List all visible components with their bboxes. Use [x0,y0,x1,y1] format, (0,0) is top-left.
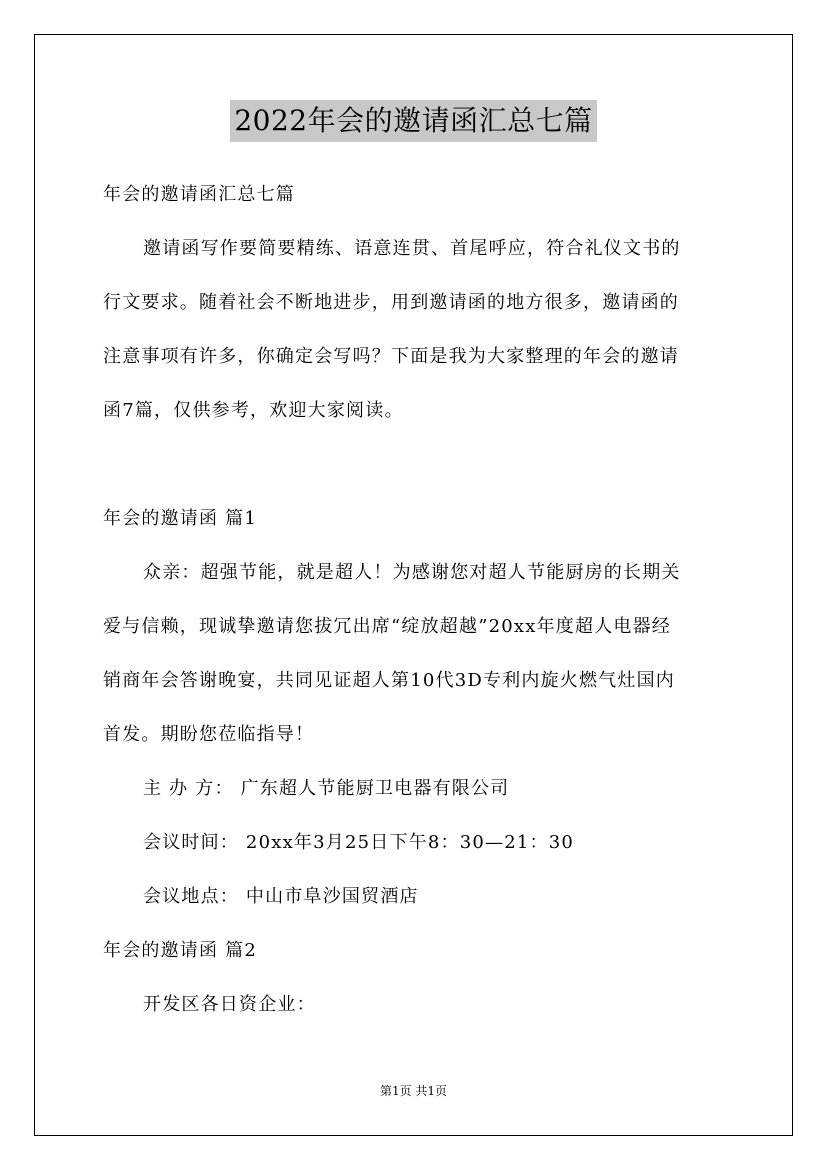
meeting-location-line: 会议地点： 中山市阜沙国贸酒店 [143,886,419,907]
paragraph-line: 众亲：超强节能，就是超人！为感谢您对超人节能厨房的长期关 [143,562,681,583]
paragraph-line: 销商年会答谢晚宴，共同见证超人第10代3D专利内旋火燃气灶国内 [103,670,675,691]
paragraph-line: 首发。期盼您莅临指导！ [103,724,315,745]
document-title: 2022年会的邀请函汇总七篇 [230,100,596,142]
section-heading-1: 年会的邀请函 篇1 [103,508,257,529]
paragraph-line: 爱与信赖，现诚挚邀请您拔冗出席“绽放超越”20xx年度超人电器经 [103,616,672,637]
page-number: 第1页 共1页 [379,1084,448,1098]
paragraph-line: 邀请函写作要简要精练、语意连贯、首尾呼应，符合礼仪文书的 [143,238,681,259]
subtitle-line: 年会的邀请函汇总七篇 [103,184,295,205]
title-container [0,100,827,142]
meeting-time-line: 会议时间： 20xx年3月25日下午8：30—21：30 [143,832,575,853]
section-heading-2: 年会的邀请函 篇2 [103,940,257,961]
organizer-line: 主 办 方： 广东超人节能厨卫电器有限公司 [143,778,510,799]
paragraph-line: 开发区各日资企业： [143,994,316,1015]
paragraph-line: 行文要求。随着社会不断地进步，用到邀请函的地方很多，邀请函的 [103,292,679,313]
paragraph-line: 函7篇，仅供参考，欢迎大家阅读。 [103,400,404,421]
paragraph-line: 注意事项有许多，你确定会写吗？下面是我为大家整理的年会的邀请 [103,346,679,367]
